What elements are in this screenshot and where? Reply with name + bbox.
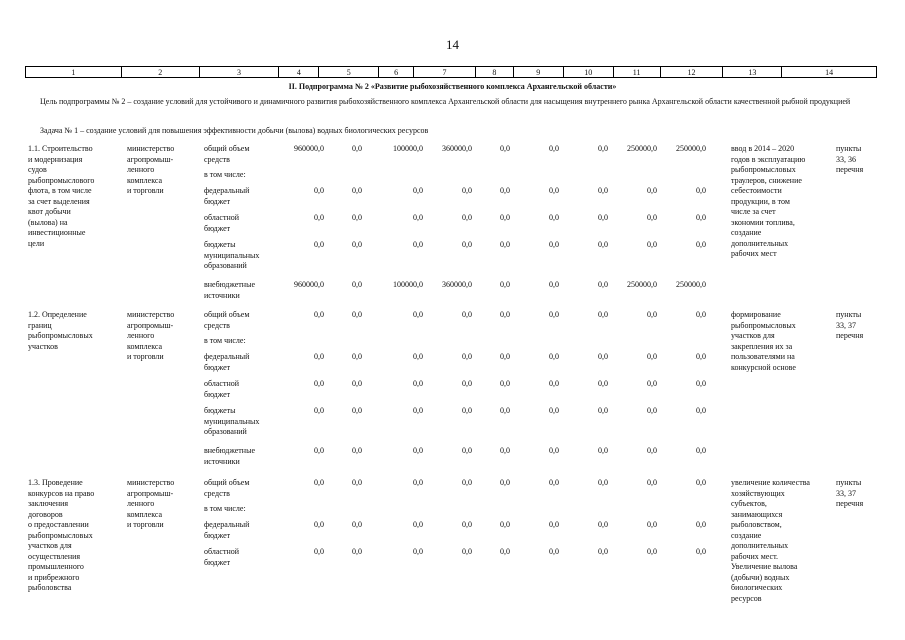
funding-source xyxy=(204,186,249,207)
funding-source xyxy=(204,310,249,331)
funding-source xyxy=(204,280,255,301)
executor-line: ленного xyxy=(127,165,155,174)
event-name-line: 1.3. Проведение xyxy=(28,478,83,487)
reference-line: 33, 37 xyxy=(836,320,856,330)
funding-source-line: бюджет xyxy=(204,557,231,567)
funding-value: 0,0 xyxy=(314,379,324,388)
funding-value: 0,0 xyxy=(413,213,423,222)
funding-value: 0,0 xyxy=(696,240,706,249)
funding-value: 0,0 xyxy=(696,352,706,361)
funding-source xyxy=(204,352,249,373)
funding-value: 0,0 xyxy=(462,478,472,487)
funding-source-line: внебюджетные xyxy=(204,280,255,289)
expected-result-line: Увеличение вылова xyxy=(731,562,798,571)
funding-value: 0,0 xyxy=(696,406,706,415)
funding-value: 0,0 xyxy=(500,547,510,556)
funding-value: 250000,0 xyxy=(676,144,706,153)
funding-source xyxy=(204,547,239,568)
expected-result-line: создание xyxy=(731,228,762,237)
funding-value: 0,0 xyxy=(462,310,472,319)
reference xyxy=(836,310,863,342)
funding-value: 0,0 xyxy=(696,520,706,529)
funding-value: 0,0 xyxy=(352,310,362,319)
funding-value: 0,0 xyxy=(647,520,657,529)
funding-source-line: образований xyxy=(204,427,247,436)
executor xyxy=(127,478,174,531)
event-name-line: договоров xyxy=(28,509,63,519)
funding-source-line: бюджет xyxy=(204,362,231,372)
funding-source xyxy=(204,213,239,234)
funding-value: 0,0 xyxy=(462,406,472,415)
funding-value: 0,0 xyxy=(549,478,559,487)
funding-value: 960000,0 xyxy=(294,144,324,153)
funding-value: 0,0 xyxy=(413,478,423,487)
header-col-11: 11 xyxy=(614,67,661,77)
funding-source-line: бюджет xyxy=(204,530,231,540)
header-col-12: 12 xyxy=(661,67,724,77)
event-name-line: и модернизация xyxy=(28,154,83,164)
funding-value: 0,0 xyxy=(549,144,559,153)
reference-line: пункты xyxy=(836,144,862,153)
funding-value: 0,0 xyxy=(500,213,510,222)
funding-value: 0,0 xyxy=(549,406,559,415)
executor-line: агропромыш- xyxy=(127,154,174,164)
expected-result-line: дополнительных xyxy=(731,238,789,248)
funding-value: 0,0 xyxy=(352,406,362,415)
reference-line: пункты xyxy=(836,478,862,487)
funding-value: 0,0 xyxy=(647,446,657,455)
funding-source xyxy=(204,478,249,499)
funding-value: 100000,0 xyxy=(393,144,423,153)
event-name-line: 1.2. Определение xyxy=(28,310,87,319)
funding-value: 0,0 xyxy=(413,240,423,249)
event-name-line: заключения xyxy=(28,499,69,508)
expected-result xyxy=(731,144,805,260)
goal-paragraph: Цель подпрограммы № 2 – создание условий для устойчивого и динамичного развития рыбохозяйственного комплекса Архангельской области для насыщения внутреннего рынка Архангельской области качественной рыбной продукцией xyxy=(40,97,851,106)
funding-value: 0,0 xyxy=(500,240,510,249)
funding-value: 100000,0 xyxy=(393,280,423,289)
executor xyxy=(127,144,174,197)
event-name-line: рыбопромысловых xyxy=(28,530,93,540)
event-name xyxy=(28,144,94,249)
funding-value: 0,0 xyxy=(314,240,324,249)
funding-value: 0,0 xyxy=(500,352,510,361)
funding-value: 360000,0 xyxy=(442,144,472,153)
funding-source-line: бюджет xyxy=(204,196,231,206)
funding-value: 0,0 xyxy=(352,478,362,487)
reference-line: перечня xyxy=(836,331,864,340)
funding-value: 0,0 xyxy=(696,478,706,487)
reference-line: пункты xyxy=(836,310,862,319)
header-col-9: 9 xyxy=(514,67,564,77)
executor xyxy=(127,310,174,363)
header-row xyxy=(25,66,877,78)
funding-value: 0,0 xyxy=(314,310,324,319)
event-name-line: промышленного xyxy=(28,562,84,571)
funding-value: 0,0 xyxy=(598,478,608,487)
expected-result-line: пользователями на xyxy=(731,352,795,361)
funding-source-line: общий объем xyxy=(204,144,250,153)
funding-value: 0,0 xyxy=(549,186,559,195)
funding-value: 0,0 xyxy=(598,379,608,388)
funding-value: 0,0 xyxy=(549,547,559,556)
funding-source xyxy=(204,504,246,515)
funding-value: 0,0 xyxy=(647,310,657,319)
funding-value: 0,0 xyxy=(696,213,706,222)
funding-source xyxy=(204,379,239,400)
funding-value: 0,0 xyxy=(352,280,362,289)
reference-line: 33, 37 xyxy=(836,488,856,498)
executor-line: министерство xyxy=(127,478,175,487)
funding-value: 0,0 xyxy=(314,406,324,415)
expected-result-line: годов в эксплуатацию xyxy=(731,154,806,164)
funding-source-line: муниципальных xyxy=(204,250,260,260)
expected-result-line: рабочих мест. xyxy=(731,551,778,561)
header-col-3: 3 xyxy=(200,67,280,77)
funding-value: 0,0 xyxy=(500,310,510,319)
header-col-1: 1 xyxy=(26,67,122,77)
funding-value: 0,0 xyxy=(352,379,362,388)
funding-value: 0,0 xyxy=(500,186,510,195)
funding-value: 0,0 xyxy=(352,213,362,222)
reference-line: перечня xyxy=(836,499,864,508)
funding-value: 0,0 xyxy=(352,446,362,455)
funding-value: 0,0 xyxy=(462,379,472,388)
expected-result-line: субъектов, xyxy=(731,499,767,508)
funding-source-line: общий объем xyxy=(204,310,250,319)
funding-value: 0,0 xyxy=(549,352,559,361)
funding-value: 0,0 xyxy=(462,213,472,222)
funding-value: 0,0 xyxy=(352,547,362,556)
funding-value: 0,0 xyxy=(462,520,472,529)
funding-source-line: внебюджетные xyxy=(204,446,255,455)
expected-result-line: ресурсов xyxy=(731,593,762,603)
expected-result-line: участков для xyxy=(731,331,775,340)
expected-result xyxy=(731,478,810,604)
expected-result-line: хозяйствующих xyxy=(731,488,785,498)
expected-result-line: ввод в 2014 – 2020 xyxy=(731,144,795,153)
event-name xyxy=(28,478,94,594)
funding-value: 0,0 xyxy=(647,352,657,361)
funding-value: 0,0 xyxy=(500,379,510,388)
expected-result-line: рыбопромысловых xyxy=(731,165,796,174)
funding-value: 250000,0 xyxy=(627,144,657,153)
funding-source-line: в том числе: xyxy=(204,170,246,179)
funding-source-line: источники xyxy=(204,290,240,300)
event-name-line: 1.1. Строительство xyxy=(28,144,93,153)
funding-value: 0,0 xyxy=(696,379,706,388)
funding-value: 0,0 xyxy=(598,144,608,153)
header-col-2: 2 xyxy=(122,67,200,77)
funding-value: 0,0 xyxy=(598,280,608,289)
funding-source-line: в том числе: xyxy=(204,336,246,345)
executor-line: министерство xyxy=(127,310,175,319)
funding-value: 0,0 xyxy=(352,240,362,249)
funding-value: 0,0 xyxy=(598,213,608,222)
funding-value: 0,0 xyxy=(549,446,559,455)
expected-result-line: формирование xyxy=(731,310,781,319)
event-name-line: цели xyxy=(28,238,45,248)
funding-source-line: муниципальных xyxy=(204,416,260,426)
funding-value: 0,0 xyxy=(500,478,510,487)
funding-value: 0,0 xyxy=(647,478,657,487)
funding-source xyxy=(204,406,259,438)
reference xyxy=(836,144,863,176)
executor-line: министерство xyxy=(127,144,175,153)
executor-line: комплекса xyxy=(127,175,163,185)
funding-source xyxy=(204,520,249,541)
funding-value: 0,0 xyxy=(413,379,423,388)
funding-value: 0,0 xyxy=(598,240,608,249)
funding-source-line: бюджет xyxy=(204,223,231,233)
expected-result-line: себестоимости xyxy=(731,186,782,195)
funding-source xyxy=(204,446,255,467)
funding-source-line: образований xyxy=(204,261,247,270)
funding-value: 0,0 xyxy=(696,446,706,455)
event-name-line: рыбопромыслового xyxy=(28,175,95,185)
funding-value: 0,0 xyxy=(314,446,324,455)
executor-line: ленного xyxy=(127,499,155,508)
funding-value: 0,0 xyxy=(462,446,472,455)
expected-result-line: рыбопромысловых xyxy=(731,320,796,330)
event-name-line: участков для xyxy=(28,541,72,550)
funding-value: 0,0 xyxy=(549,213,559,222)
funding-value: 0,0 xyxy=(314,186,324,195)
reference-line: перечня xyxy=(836,165,864,174)
header-col-13: 13 xyxy=(723,67,782,77)
header-col-5: 5 xyxy=(319,67,379,77)
header-col-10: 10 xyxy=(564,67,614,77)
funding-source-line: областной xyxy=(204,379,240,388)
funding-value: 0,0 xyxy=(549,280,559,289)
funding-value: 0,0 xyxy=(462,352,472,361)
executor-line: и торговли xyxy=(127,352,164,361)
funding-value: 0,0 xyxy=(598,446,608,455)
event-name xyxy=(28,310,93,352)
funding-value: 0,0 xyxy=(647,240,657,249)
header-col-8: 8 xyxy=(476,67,514,77)
funding-source xyxy=(204,170,246,181)
funding-source-line: в том числе: xyxy=(204,504,246,513)
funding-source-line: областной xyxy=(204,547,240,556)
event-name-line: конкурсов на право xyxy=(28,488,95,498)
funding-value: 0,0 xyxy=(413,186,423,195)
funding-value: 0,0 xyxy=(598,352,608,361)
header-col-6: 6 xyxy=(379,67,414,77)
funding-value: 0,0 xyxy=(462,547,472,556)
executor-line: комплекса xyxy=(127,509,163,519)
event-name-line: осуществления xyxy=(28,551,81,561)
header-col-7: 7 xyxy=(414,67,476,77)
event-name-line: рыбопромысловых xyxy=(28,331,93,340)
funding-value: 0,0 xyxy=(352,520,362,529)
event-name-line: и прибрежного xyxy=(28,572,80,582)
executor-line: комплекса xyxy=(127,341,163,351)
funding-value: 0,0 xyxy=(314,352,324,361)
header-col-14: 14 xyxy=(825,68,834,77)
funding-value: 0,0 xyxy=(413,446,423,455)
funding-source xyxy=(204,144,249,165)
expected-result-line: конкурсной основе xyxy=(731,362,796,372)
funding-value: 250000,0 xyxy=(627,280,657,289)
funding-value: 960000,0 xyxy=(294,280,324,289)
funding-value: 250000,0 xyxy=(676,280,706,289)
executor-line: ленного xyxy=(127,331,155,340)
funding-source-line: бюджеты xyxy=(204,406,236,415)
event-name-line: (вылова) на xyxy=(28,217,68,227)
funding-value: 0,0 xyxy=(352,144,362,153)
funding-value: 0,0 xyxy=(549,240,559,249)
funding-value: 0,0 xyxy=(352,186,362,195)
funding-value: 0,0 xyxy=(647,406,657,415)
funding-value: 360000,0 xyxy=(442,280,472,289)
section-title: II. Подпрограмма № 2 «Развитие рыбохозяйственного комплекса Архангельской области» xyxy=(288,82,617,91)
expected-result xyxy=(731,310,796,373)
funding-value: 0,0 xyxy=(500,446,510,455)
funding-source-line: федеральный xyxy=(204,352,250,361)
funding-source xyxy=(204,240,259,272)
header-col-4: 4 xyxy=(279,67,319,77)
executor-line: агропромыш- xyxy=(127,488,174,498)
funding-value: 0,0 xyxy=(462,186,472,195)
reference xyxy=(836,478,863,510)
funding-value: 0,0 xyxy=(413,520,423,529)
expected-result-line: рыболовством, xyxy=(731,520,782,529)
funding-value: 0,0 xyxy=(696,310,706,319)
event-name-line: участков xyxy=(28,341,58,351)
funding-source-line: средств xyxy=(204,488,230,498)
funding-source-line: бюджет xyxy=(204,389,231,399)
funding-value: 0,0 xyxy=(413,310,423,319)
event-name-line: рыболовства xyxy=(28,583,72,592)
funding-value: 0,0 xyxy=(462,240,472,249)
expected-result-line: создание xyxy=(731,530,762,540)
funding-value: 0,0 xyxy=(647,186,657,195)
funding-value: 0,0 xyxy=(549,520,559,529)
expected-result-line: экономии топлива, xyxy=(731,217,795,227)
expected-result-line: (добычи) водных xyxy=(731,572,790,582)
funding-value: 0,0 xyxy=(598,520,608,529)
executor-line: и торговли xyxy=(127,520,164,529)
funding-value: 0,0 xyxy=(500,520,510,529)
funding-value: 0,0 xyxy=(598,310,608,319)
funding-value: 0,0 xyxy=(314,547,324,556)
expected-result-line: числе за счет xyxy=(731,207,776,216)
page-number: 14 xyxy=(446,37,459,52)
event-name-line: квот добычи xyxy=(28,207,71,216)
funding-value: 0,0 xyxy=(598,186,608,195)
funding-value: 0,0 xyxy=(500,144,510,153)
expected-result-line: рабочих мест xyxy=(731,249,777,258)
event-name-line: судов xyxy=(28,165,47,174)
executor-line: агропромыш- xyxy=(127,320,174,330)
funding-source-line: областной xyxy=(204,213,240,222)
expected-result-line: траулеров, снижение xyxy=(731,175,802,185)
funding-value: 0,0 xyxy=(500,406,510,415)
expected-result-line: закрепления их за xyxy=(731,341,793,351)
funding-value: 0,0 xyxy=(314,478,324,487)
funding-source xyxy=(204,336,246,347)
event-name-line: за счет выделения xyxy=(28,196,90,206)
funding-value: 0,0 xyxy=(647,213,657,222)
task-heading: Задача № 1 – создание условий для повышения эффективности добычи (вылова) водных биологических ресурсов xyxy=(40,126,429,135)
funding-value: 0,0 xyxy=(696,186,706,195)
funding-value: 0,0 xyxy=(598,406,608,415)
executor-line: и торговли xyxy=(127,186,164,195)
funding-value: 0,0 xyxy=(647,547,657,556)
expected-result-line: увеличение количества xyxy=(731,478,810,487)
funding-source-line: федеральный xyxy=(204,186,250,195)
event-name-line: инвестиционные xyxy=(28,228,86,237)
funding-source-line: средств xyxy=(204,154,230,164)
reference-line: 33, 36 xyxy=(836,154,856,164)
funding-source-line: источники xyxy=(204,456,240,466)
event-name-line: флота, в том числе xyxy=(28,186,92,195)
funding-value: 0,0 xyxy=(413,352,423,361)
funding-value: 0,0 xyxy=(413,547,423,556)
funding-source-line: бюджеты xyxy=(204,240,236,249)
funding-value: 0,0 xyxy=(647,379,657,388)
expected-result-line: биологических xyxy=(731,583,783,592)
funding-value: 0,0 xyxy=(314,213,324,222)
funding-value: 0,0 xyxy=(598,547,608,556)
funding-value: 0,0 xyxy=(696,547,706,556)
funding-value: 0,0 xyxy=(352,352,362,361)
funding-value: 0,0 xyxy=(314,520,324,529)
funding-value: 0,0 xyxy=(549,379,559,388)
expected-result-line: занимающихся xyxy=(731,509,783,519)
funding-value: 0,0 xyxy=(413,406,423,415)
expected-result-line: дополнительных xyxy=(731,541,789,550)
expected-result-line: продукции, в том xyxy=(731,196,790,206)
funding-value: 0,0 xyxy=(500,280,510,289)
funding-value: 0,0 xyxy=(549,310,559,319)
event-name-line: границ xyxy=(28,320,52,330)
funding-source-line: федеральный xyxy=(204,520,250,529)
funding-source-line: средств xyxy=(204,320,230,330)
event-name-line: о предоставлении xyxy=(28,520,89,529)
funding-source-line: общий объем xyxy=(204,478,250,487)
